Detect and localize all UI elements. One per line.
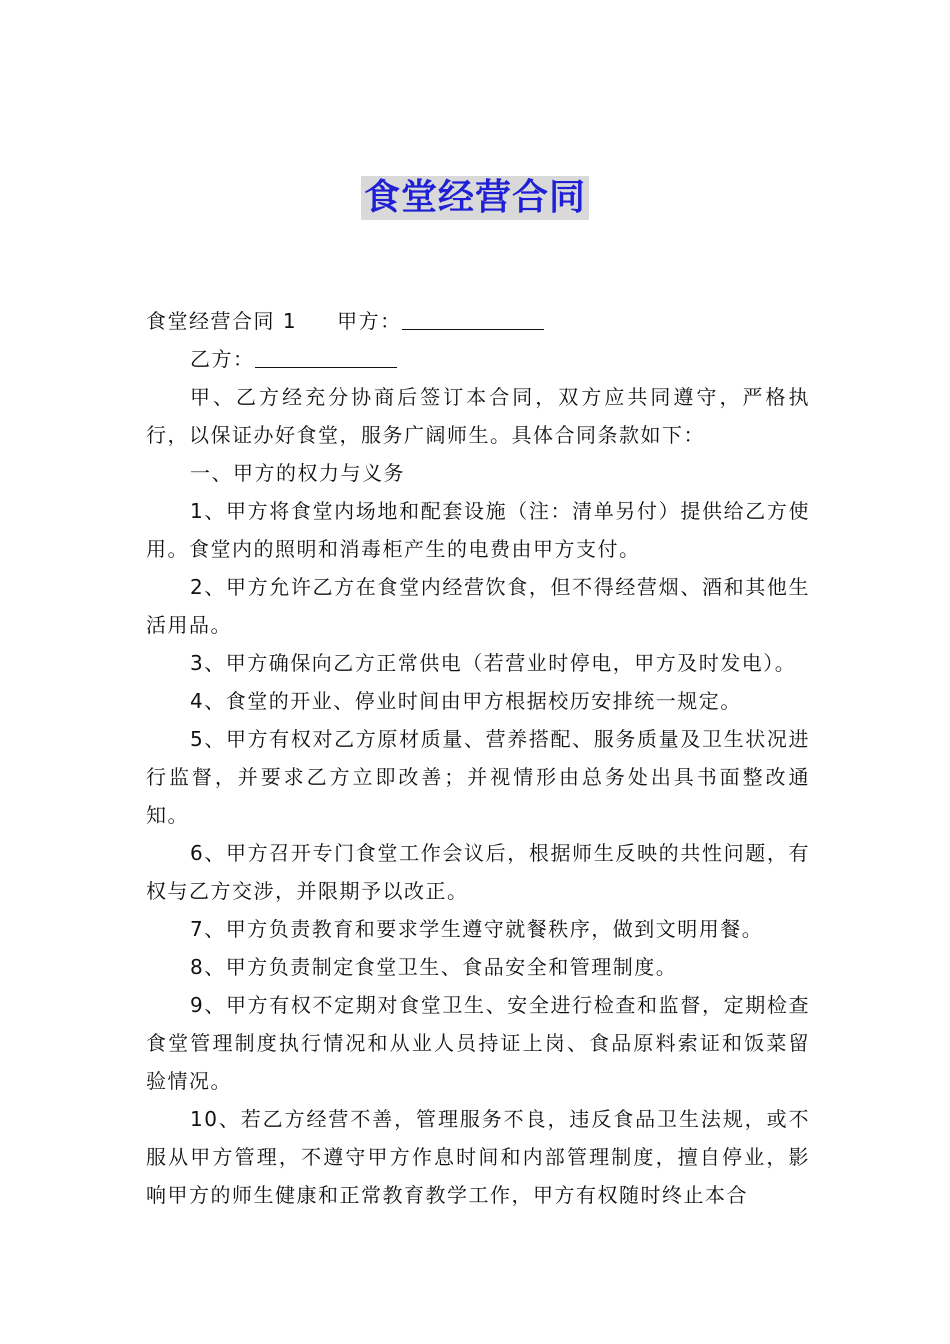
clause-2: 2、甲方允许乙方在食堂内经营饮食，但不得经营烟、酒和其他生活用品。 [146, 575, 810, 637]
intro-label: 食堂经营合同 1 [146, 309, 298, 333]
clause-5: 5、甲方有权对乙方原材质量、营养搭配、服务质量及卫生状况进行监督，并要求乙方立即改善；并视情形由总务处出具书面整改通知。 [146, 727, 810, 827]
party-b-label: 乙方： [190, 347, 255, 371]
section-heading: 一、甲方的权力与义务 [190, 461, 405, 485]
clause-4: 4、食堂的开业、停业时间由甲方根据校历安排统一规定。 [190, 689, 742, 713]
party-b-line [146, 340, 810, 378]
party-b-blank [255, 343, 397, 368]
clause-10: 10、若乙方经营不善，管理服务不良，违反食品卫生法规，或不服从甲方管理，不遵守甲方作息时间和内部管理制度，擅自停业，影响甲方的师生健康和正常教育教学工作，甲方有权随时终止本合 [146, 1107, 810, 1207]
party-a-blank [402, 305, 544, 330]
clause-9: 9、甲方有权不定期对食堂卫生、安全进行检查和监督，定期检查食堂管理制度执行情况和从业人员持证上岗、食品原料索证和饭菜留验情况。 [146, 993, 810, 1093]
party-a-line [146, 302, 810, 340]
clause-3: 3、甲方确保向乙方正常供电（若营业时停电，甲方及时发电）。 [190, 651, 797, 675]
document-body [146, 302, 810, 1214]
clause-8: 8、甲方负责制定食堂卫生、食品安全和管理制度。 [190, 955, 678, 979]
title-container [0, 176, 950, 220]
party-a-label: 甲方： [337, 309, 402, 333]
document-title: 食堂经营合同 [361, 176, 589, 220]
clause-7: 7、甲方负责教育和要求学生遵守就餐秩序，做到文明用餐。 [190, 917, 764, 941]
clause-1: 1、甲方将食堂内场地和配套设施（注：清单另付）提供给乙方使用。食堂内的照明和消毒柜产生的电费由甲方支付。 [146, 499, 810, 561]
paragraph-preamble: 甲、乙方经充分协商后签订本合同，双方应共同遵守，严格执行，以保证办好食堂，服务广阔师生。具体合同条款如下： [146, 385, 810, 447]
clause-6: 6、甲方召开专门食堂工作会议后，根据师生反映的共性问题，有权与乙方交涉，并限期予以改正。 [146, 841, 810, 903]
